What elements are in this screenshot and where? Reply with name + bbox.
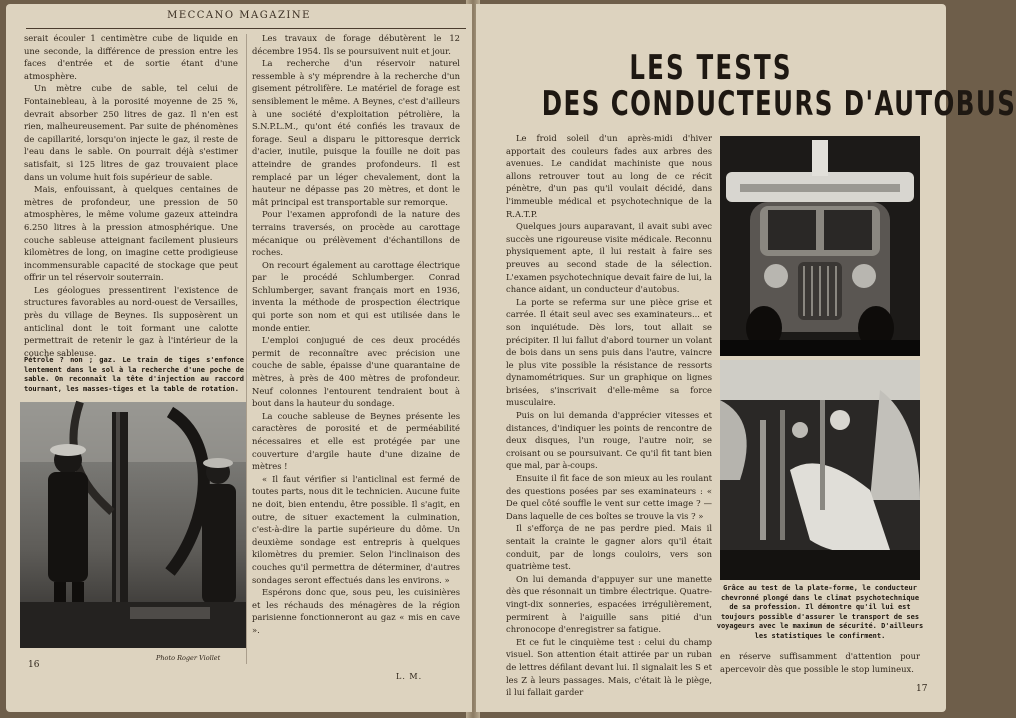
photo-caption: Grâce au test de la plate-forme, le conducteur chevronné plongé dans le climat psychotechnique de sa profession. Il démontre qu'il lui est toujours possible d'assurer le transport de ses voyageurs avec le maximum de sécurité. D'ailleurs les statistiques le confirment. (716, 584, 924, 640)
paragraph: La porte se referma sur une pièce grise et carrée. Il était seul avec ses examinateurs... et son inquiétude. Dès lors, tout allait se précipiter. Il lui fallut d'abord tourner un volant de bois dans un sens puis dans l'autre, vaincre le plus vite possible la résistance de ressorts dynamométriques. Sur un graphique on lignes brisées, s'inscrivait d'elle-même sa force musculaire. (506, 296, 712, 408)
bus-photo (720, 136, 920, 356)
paragraph: L'emploi conjugué de ces deux procédés permit de reconnaître avec précision une couche de sable, épaisse d'une quarantaine de mètres, à près de 400 mètres de profondeur. Neuf colonnes l'entourent tendraient bout à bout dans la hauteur du sondage. (252, 335, 460, 409)
paragraph: La couche sableuse de Beynes présente les caractères de porosité et de perméabilité nécessaires et elle est protégée par une couverture d'argile haute d'une dizaine de mètres ! (252, 410, 460, 472)
left-column-1 (24, 32, 238, 362)
paragraph: Le froid soleil d'un après-midi d'hiver apportait des couleurs fades aux arbres des avenues. Le candidat machiniste que nous allons retrouver tout au long de ce récit pénètre, d'un pas qu'il voulait décidé, dans l'immeuble médical et psychotechnique de la R.A.T.P. (506, 133, 712, 219)
photo-credit: Photo Roger Viollet (156, 654, 221, 662)
cockpit-controls-image (720, 360, 920, 580)
paragraph: Les travaux de forage débutèrent le 12 décembre 1954. Ils se poursuivent nuit et jour. (252, 33, 460, 56)
paragraph: en réserve suffisamment d'attention pour apercevoir dès que possible le stop lumineux. (720, 651, 920, 674)
paragraph: « Il faut vérifier si l'anticlinal est fermé de toutes parts, nous dit le technicien. Aucune fuite ne doit, bien entendu, être possible. Il s'agit, en outre, de situer exactement la culmination, c'est-à-dire la partie supérieure du dôme. Un deuxième sondage est entrepris à quelques kilomètres du premier. Selon l'inclinaison des couches qu'il permettra de déterminer, d'autres sondages seront effectués dans les environs. » (252, 473, 460, 585)
page-number: 16 (28, 660, 40, 670)
paragraph: On recourt également au carottage électrique par le procédé Schlumberger. Conrad Schlumberger, savant français mort en 1936, inventa la méthode de prospection électrique qui porte son nom et qui est utilisée dans le monde entier. (252, 259, 460, 333)
paragraph: Il s'efforça de ne pas perdre pied. Mais il sentait la crainte le gagner alors qu'il était conduit, par de longs couloirs, vers son quatrième test. (506, 523, 712, 572)
paragraph: Les géologues pressentirent l'existence de structures favorables au nord-ouest de Versailles, près du village de Beynes. Ils supposèrent un anticlinal dont le toit formant une calotte permettrait de retenir le gaz à l'intérieur de la couche sableuse. (24, 284, 238, 358)
paragraph: Ensuite il fit face de son mieux au les roulant des questions posées par ses examinateurs : « De quel côté souffle le vent sur cette image ? — Dans laquelle de ces boîtes se trouve la vis ? » (506, 473, 712, 521)
paragraph: Pour l'examen approfondi de la nature des terrains traversés, on procède au carottage mécanique ou prélèvement d'échantillons de roches. (252, 209, 460, 258)
author-signature: L. M. (396, 672, 423, 681)
right-page (476, 4, 1016, 712)
paragraph: Un mètre cube de sable, tel celui de Fontainebleau, à la porosité moyenne de 25 %, devrait absorber 250 litres de gaz. Il n'en est rien, malheureusement. Par suite de phénomènes de capillarité, lorsqu'on injecte le gaz, il reste de l'eau dans le sable. On pourrait déjà s'estimer satisfait, si 125 litres de gaz trouvaient place dans un volume huit fois supérieur de sable. (24, 83, 238, 182)
paragraph: Espérons donc que, sous peu, les cuisinières et les réchauds des ménagères de la région parisienne fonctionneront au gaz « mis en cave ». (252, 587, 460, 635)
right-column-2 (720, 650, 920, 680)
paragraph: La recherche d'un réservoir naturel ressemble à s'y méprendre à la recherche d'un gisement pétrolifère. Le matériel de forage est sensiblement le même. A Beynes, c'est d'ailleurs à une société d'exploitation pétrolière, la S.N.P.L.M., qu'ont été confiés les travaux de forage. Seul a disparu le pittoresque derrick d'acier, inutile, puisque la fouille ne doit pas atteindre de grandes profondeurs. Il est remplacé par un léger chevalement, dont la hauteur ne dépasse pas 20 mètres, et dont le mât principal est transportable sur remorque. (252, 58, 460, 207)
photo-caption: Pétrole ? non ; gaz. Le train de tiges s'enfonce lentement dans le sol à la recherche d'une poche de sable. On reconnaît la tête d'injection au raccord tournant, les masses-tiges et la table de rotation. (24, 356, 244, 393)
paragraph: Quelques jours auparavant, il avait subi avec succès une rigoureuse visite médicale. Reconnu physiquement apte, il lui restait à faire ses preuves au second stade de la sélection. L'examen psychotechnique devait faire de lui, la chance aidant, un conducteur d'autobus. (506, 221, 712, 295)
column-divider (246, 34, 247, 664)
page-number: 17 (916, 684, 928, 694)
paragraph: Mais, enfouissant, à quelques centaines de mètres de profondeur, une pression de 50 atmosphères, le même volume gazeux atteindra 6.250 litres à la pression atmosphérique. Une couche sableuse atteignant facilement plusieurs kilomètres de long, on imagine cette prodigieuse incommensurable capacité de stockage que peut offrir un tel réservoir souterrain. (24, 184, 238, 283)
cockpit-photo (720, 360, 920, 580)
paragraph: serait écouler 1 centimètre cube de liquide en une seconde, la différence de pression entre les faces d'entrée et de sortie étant d'une atmosphère. (24, 33, 238, 81)
headline-line-2: DES CONDUCTEURS D'AUTOBUS (541, 84, 1016, 124)
running-head: MECCANO MAGAZINE (167, 10, 311, 21)
headline-line-1: LES TESTS (629, 48, 793, 88)
left-page (6, 4, 472, 712)
bus-test-image (720, 136, 920, 356)
drilling-crew-image (20, 402, 246, 648)
drilling-photo (20, 402, 246, 648)
header-rule (26, 28, 466, 29)
paragraph: Et ce fut le cinquième test : celui du champ visuel. Son attention était attirée par un ruban de lettres défilant devant lui. Il signalait les S et les Z à leurs passages. Mais, c'était là le piège, il lui fallait garder (506, 636, 712, 698)
right-column-1 (506, 132, 712, 698)
left-column-2 (252, 32, 460, 672)
paragraph: Puis on lui demanda d'apprécier vitesses et distances, d'indiquer les points de rencontre de deux disques, l'un rouge, l'autre noir, se croisant ou se poursuivant. Ce qu'il fit tant bien que mal, par à-coups. (506, 410, 712, 471)
paragraph: On lui demanda d'appuyer sur une manette dès que résonnait un timbre électrique. Quatre-vingt-dix sonneries, espacées irrégulièrement, permirent à l'aiguille sans pitié d'un chronocope d'enregistrer sa fatigue. (506, 573, 712, 635)
